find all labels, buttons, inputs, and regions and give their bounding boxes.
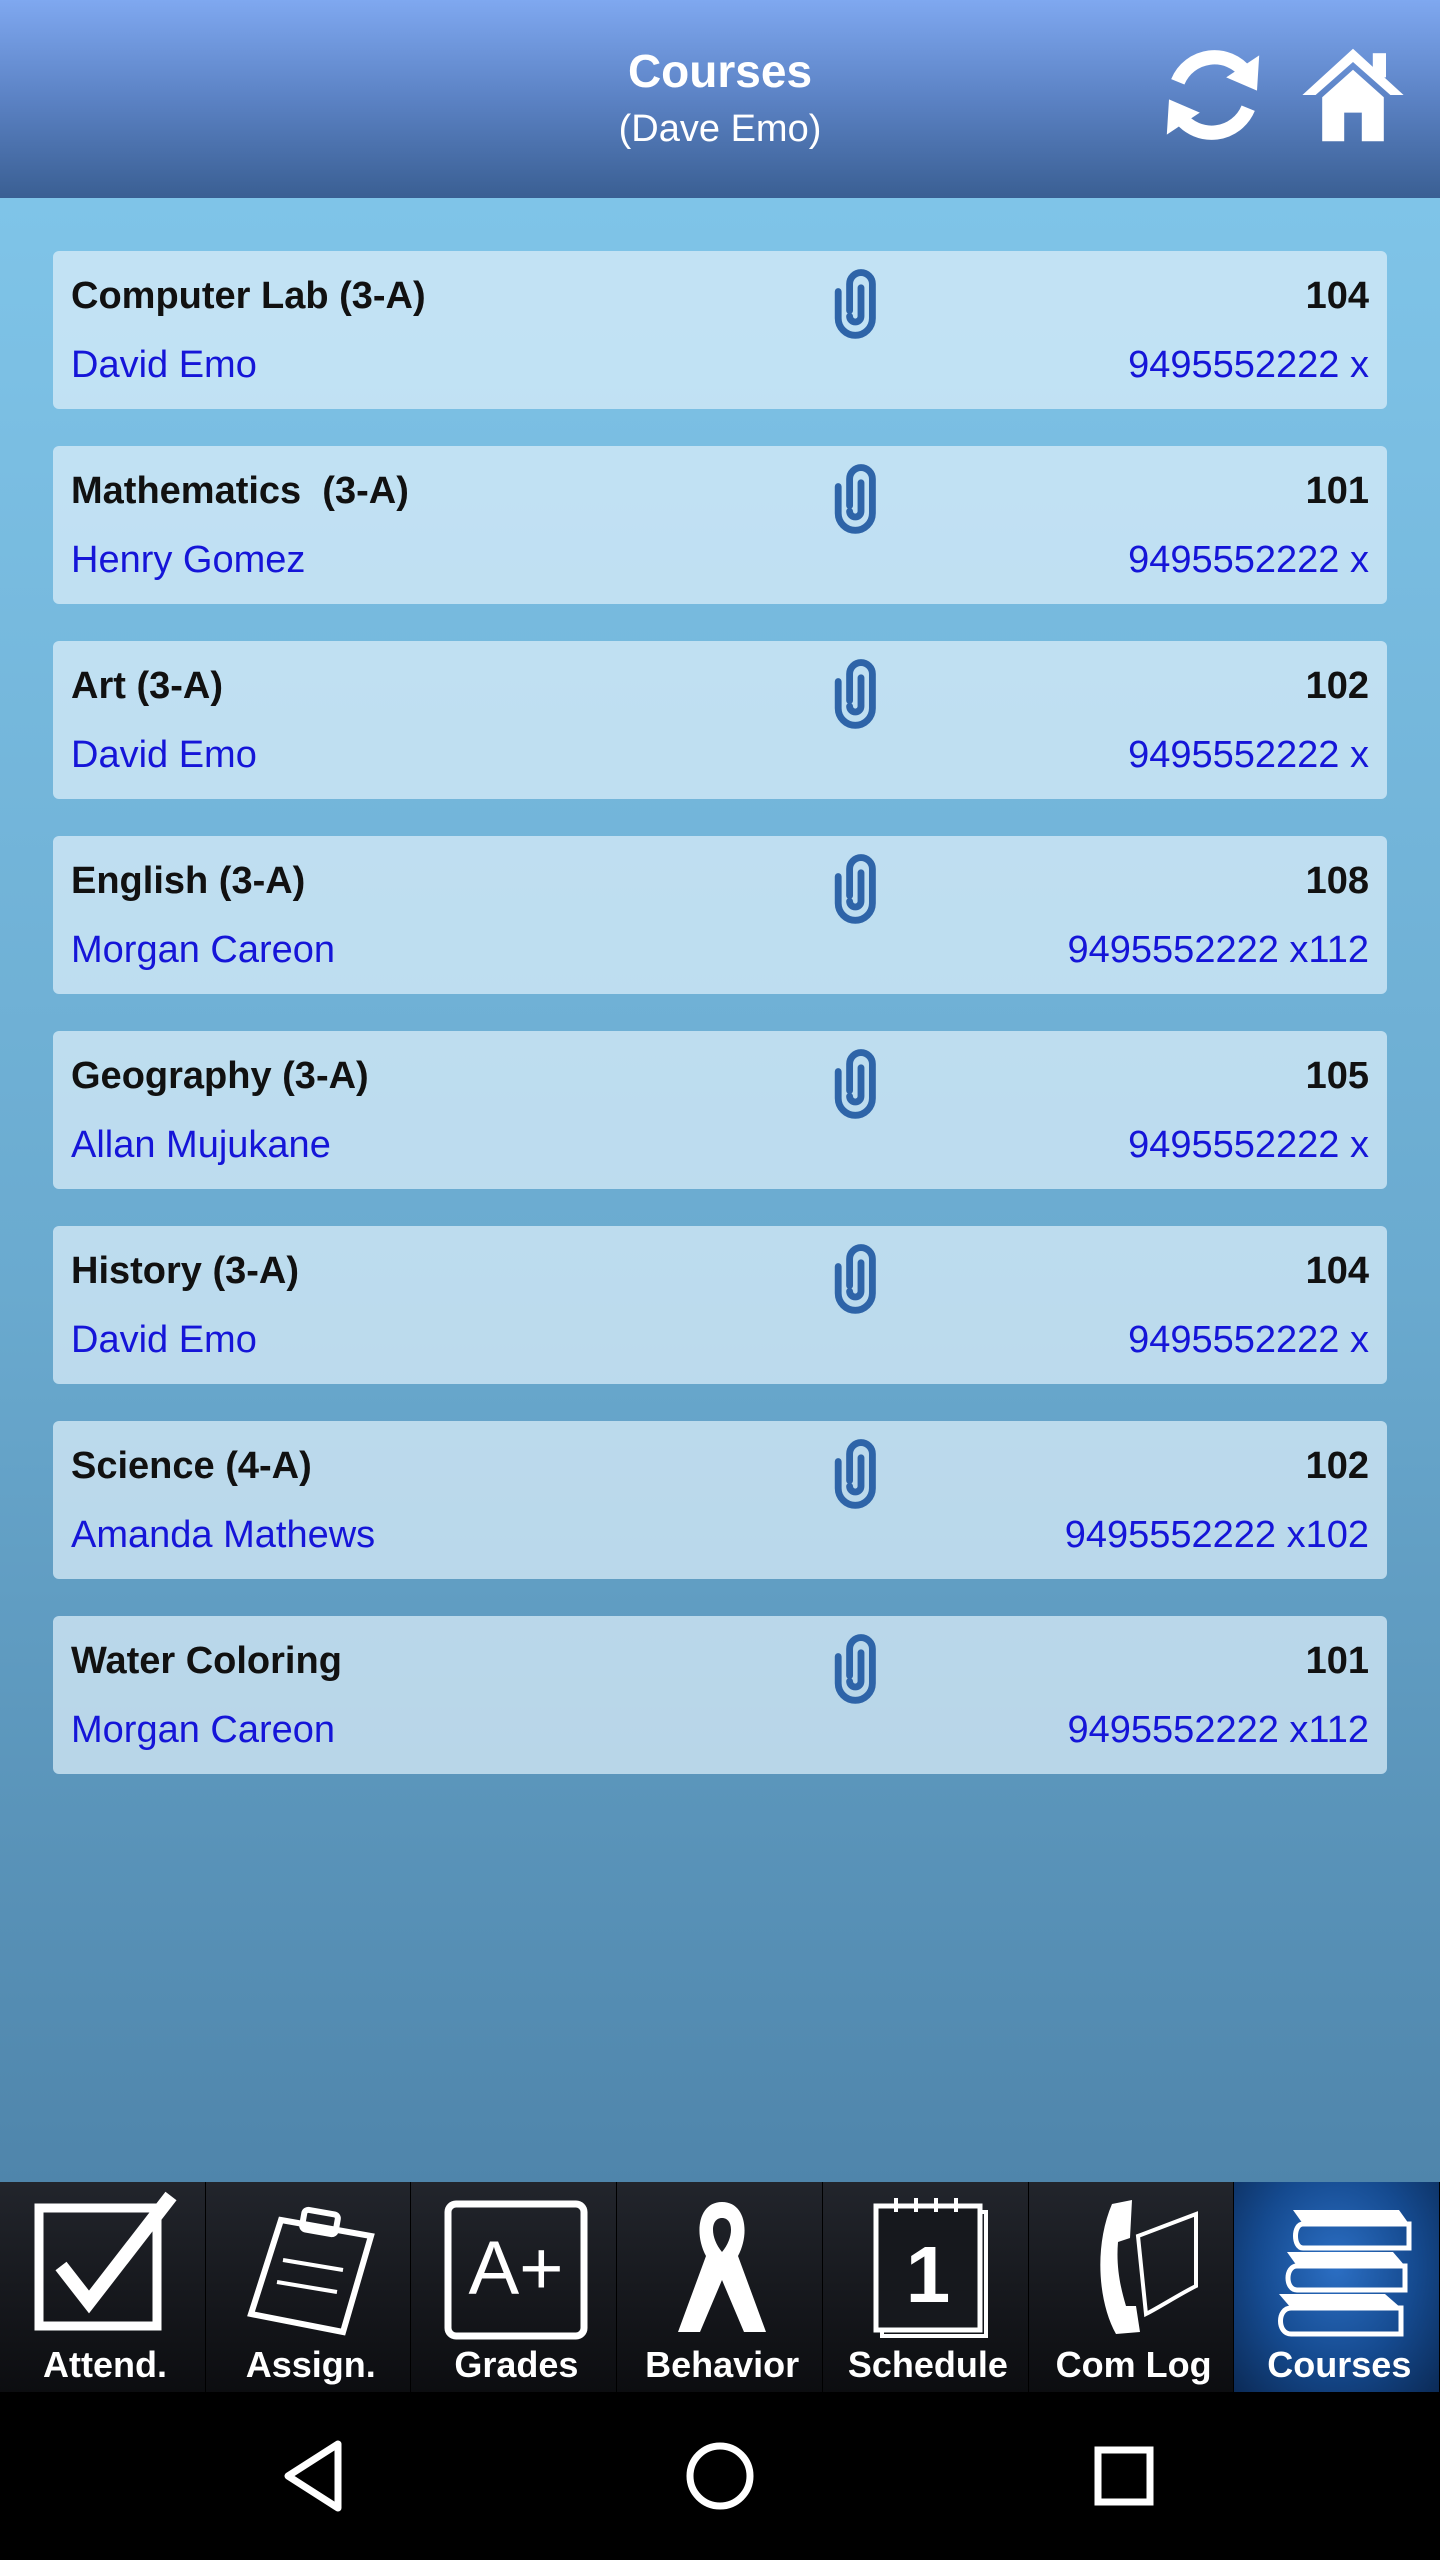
phone-link[interactable]: 9495552222 x: [1128, 1124, 1369, 1166]
course-card[interactable]: [53, 1031, 1387, 1189]
svg-text:A+: A+: [468, 2226, 564, 2311]
tab-schedule[interactable]: [823, 2182, 1029, 2392]
course-name: History (3-A): [71, 1250, 300, 1292]
teacher-link[interactable]: Allan Mujukane: [71, 1124, 331, 1166]
room-number: 101: [1305, 470, 1369, 512]
course-card[interactable]: [53, 836, 1387, 994]
course-name: Water Coloring: [71, 1640, 342, 1682]
teacher-link[interactable]: David Emo: [71, 734, 257, 776]
svg-text:1: 1: [905, 2230, 951, 2319]
tab-assign[interactable]: [206, 2182, 412, 2392]
tab-label: Assign.: [245, 2344, 376, 2385]
phone-link[interactable]: 9495552222 x: [1128, 734, 1369, 776]
course-card[interactable]: [53, 1616, 1387, 1774]
paperclip-icon[interactable]: [823, 1240, 899, 1316]
course-name: Mathematics (3-A): [71, 470, 409, 512]
course-name: English (3-A): [71, 860, 306, 902]
calendar-icon: [848, 2190, 1008, 2340]
paperclip-icon[interactable]: [823, 655, 899, 731]
teacher-link[interactable]: Morgan Careon: [71, 929, 336, 971]
course-card[interactable]: [53, 1421, 1387, 1579]
bottom-tab-bar: [0, 2182, 1440, 2392]
phone-link[interactable]: 9495552222 x112: [1067, 929, 1369, 971]
checkbox-icon: [25, 2190, 185, 2340]
room-number: 104: [1305, 1250, 1369, 1292]
tab-label: Behavior: [645, 2344, 800, 2385]
app-header: [0, 0, 1440, 198]
course-card[interactable]: [53, 1226, 1387, 1384]
refresh-icon[interactable]: [1158, 40, 1268, 150]
phone-link[interactable]: 9495552222 x: [1128, 539, 1369, 581]
course-name: Geography (3-A): [71, 1055, 369, 1097]
teacher-link[interactable]: David Emo: [71, 1319, 257, 1361]
tab-label: Attend.: [43, 2344, 167, 2385]
room-number: 104: [1305, 275, 1369, 317]
teacher-link[interactable]: Henry Gomez: [71, 539, 306, 581]
room-number: 102: [1305, 665, 1369, 707]
course-name: Computer Lab (3-A): [71, 275, 426, 317]
phone-link[interactable]: 9495552222 x112: [1067, 1709, 1369, 1751]
home-icon[interactable]: [1298, 40, 1408, 150]
tab-label: Schedule: [847, 2344, 1008, 2385]
course-name: Art (3-A): [71, 665, 223, 707]
tab-label: Grades: [454, 2344, 579, 2385]
courses-list: [0, 198, 1440, 2182]
clipboard-icon: [231, 2190, 391, 2340]
course-name: Science (4-A): [71, 1445, 312, 1487]
phone-link[interactable]: 9495552222 x102: [1064, 1514, 1369, 1556]
course-card[interactable]: [53, 446, 1387, 604]
back-triangle-icon[interactable]: [266, 2426, 366, 2526]
phone-icon: [1054, 2190, 1214, 2340]
paperclip-icon[interactable]: [823, 460, 899, 536]
ribbon-icon: [642, 2190, 802, 2340]
phone-link[interactable]: 9495552222 x: [1128, 1319, 1369, 1361]
phone-link[interactable]: 9495552222 x: [1128, 344, 1369, 386]
tab-label: Com Log: [1055, 2344, 1212, 2385]
tab-behavior[interactable]: [617, 2182, 823, 2392]
teacher-link[interactable]: Morgan Careon: [71, 1709, 336, 1751]
paperclip-icon[interactable]: [823, 1045, 899, 1121]
tab-courses[interactable]: [1234, 2182, 1440, 2392]
course-card[interactable]: [53, 251, 1387, 409]
grade-a-plus-icon: [436, 2190, 596, 2340]
room-number: 108: [1305, 860, 1369, 902]
recents-square-icon[interactable]: [1074, 2426, 1174, 2526]
tab-label: Courses: [1267, 2344, 1412, 2385]
room-number: 102: [1305, 1445, 1369, 1487]
page-subtitle: (Dave Emo): [618, 108, 822, 150]
room-number: 101: [1305, 1640, 1369, 1682]
tab-attend[interactable]: [0, 2182, 206, 2392]
home-circle-icon[interactable]: [670, 2426, 770, 2526]
teacher-link[interactable]: David Emo: [71, 344, 257, 386]
paperclip-icon[interactable]: [823, 850, 899, 926]
tab-com-log[interactable]: [1029, 2182, 1235, 2392]
page-title: Courses: [627, 45, 813, 97]
course-card[interactable]: [53, 641, 1387, 799]
paperclip-icon[interactable]: [823, 265, 899, 341]
books-icon: [1259, 2190, 1419, 2340]
room-number: 105: [1305, 1055, 1369, 1097]
tab-grades[interactable]: [411, 2182, 617, 2392]
teacher-link[interactable]: Amanda Mathews: [71, 1514, 376, 1556]
paperclip-icon[interactable]: [823, 1435, 899, 1511]
system-nav-bar: [0, 2392, 1440, 2560]
paperclip-icon[interactable]: [823, 1630, 899, 1706]
